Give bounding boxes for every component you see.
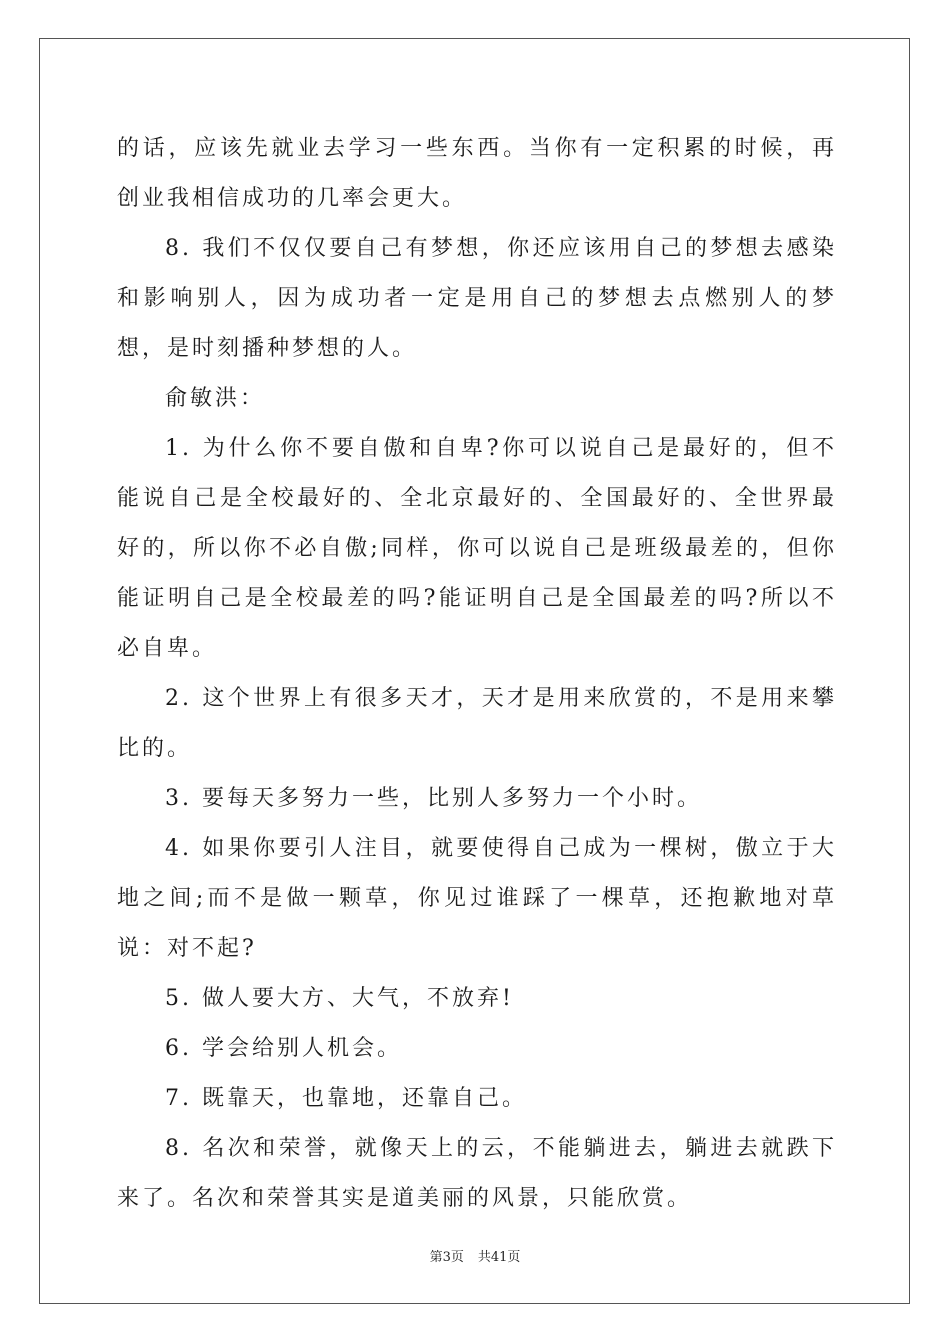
page-number: 第3页 bbox=[429, 1250, 464, 1265]
paragraph-11: 8. 名次和荣誉，就像天上的云，不能躺进去，躺进去就跌下来了。名次和荣誉其实是道美丽的风景，只能欣赏。 bbox=[117, 1136, 837, 1211]
paragraph-1: 的话，应该先就业去学习一些东西。当你有一定积累的时候，再创业我相信成功的几率会更大。 bbox=[117, 136, 837, 211]
section-heading-author: 俞敏洪： bbox=[165, 386, 266, 411]
document-body bbox=[117, 124, 837, 1224]
page-footer bbox=[0, 1248, 950, 1268]
total-pages: 共41页 bbox=[477, 1250, 521, 1265]
paragraph-2: 8. 我们不仅仅要自己有梦想，你还应该用自己的梦想去感染和影响别人，因为成功者一定是用自己的梦想去点燃别人的梦想，是时刻播种梦想的人。 bbox=[117, 236, 837, 361]
paragraph-5: 2. 这个世界上有很多天才，天才是用来欣赏的，不是用来攀比的。 bbox=[117, 686, 837, 761]
paragraph-6: 3. 要每天多努力一些，比别人多努力一个小时。 bbox=[165, 786, 702, 811]
paragraph-9: 6. 学会给别人机会。 bbox=[165, 1036, 402, 1061]
paragraph-8: 5. 做人要大方、大气，不放弃! bbox=[165, 986, 514, 1011]
paragraph-10: 7. 既靠天，也靠地，还靠自己。 bbox=[165, 1086, 527, 1111]
paragraph-4: 1. 为什么你不要自傲和自卑?你可以说自己是最好的，但不能说自己是全校最好的、全北京最好的、全国最好的、全世界最好的，所以你不必自傲;同样，你可以说自己是班级最差的，但你能证明自己是全校最差的吗?能证明自己是全国最差的吗?所以不必自卑。 bbox=[117, 436, 837, 661]
paragraph-7: 4. 如果你要引人注目，就要使得自己成为一棵树，傲立于大地之间;而不是做一颗草，你见过谁踩了一棵草，还抱歉地对草说：对不起? bbox=[117, 836, 837, 961]
